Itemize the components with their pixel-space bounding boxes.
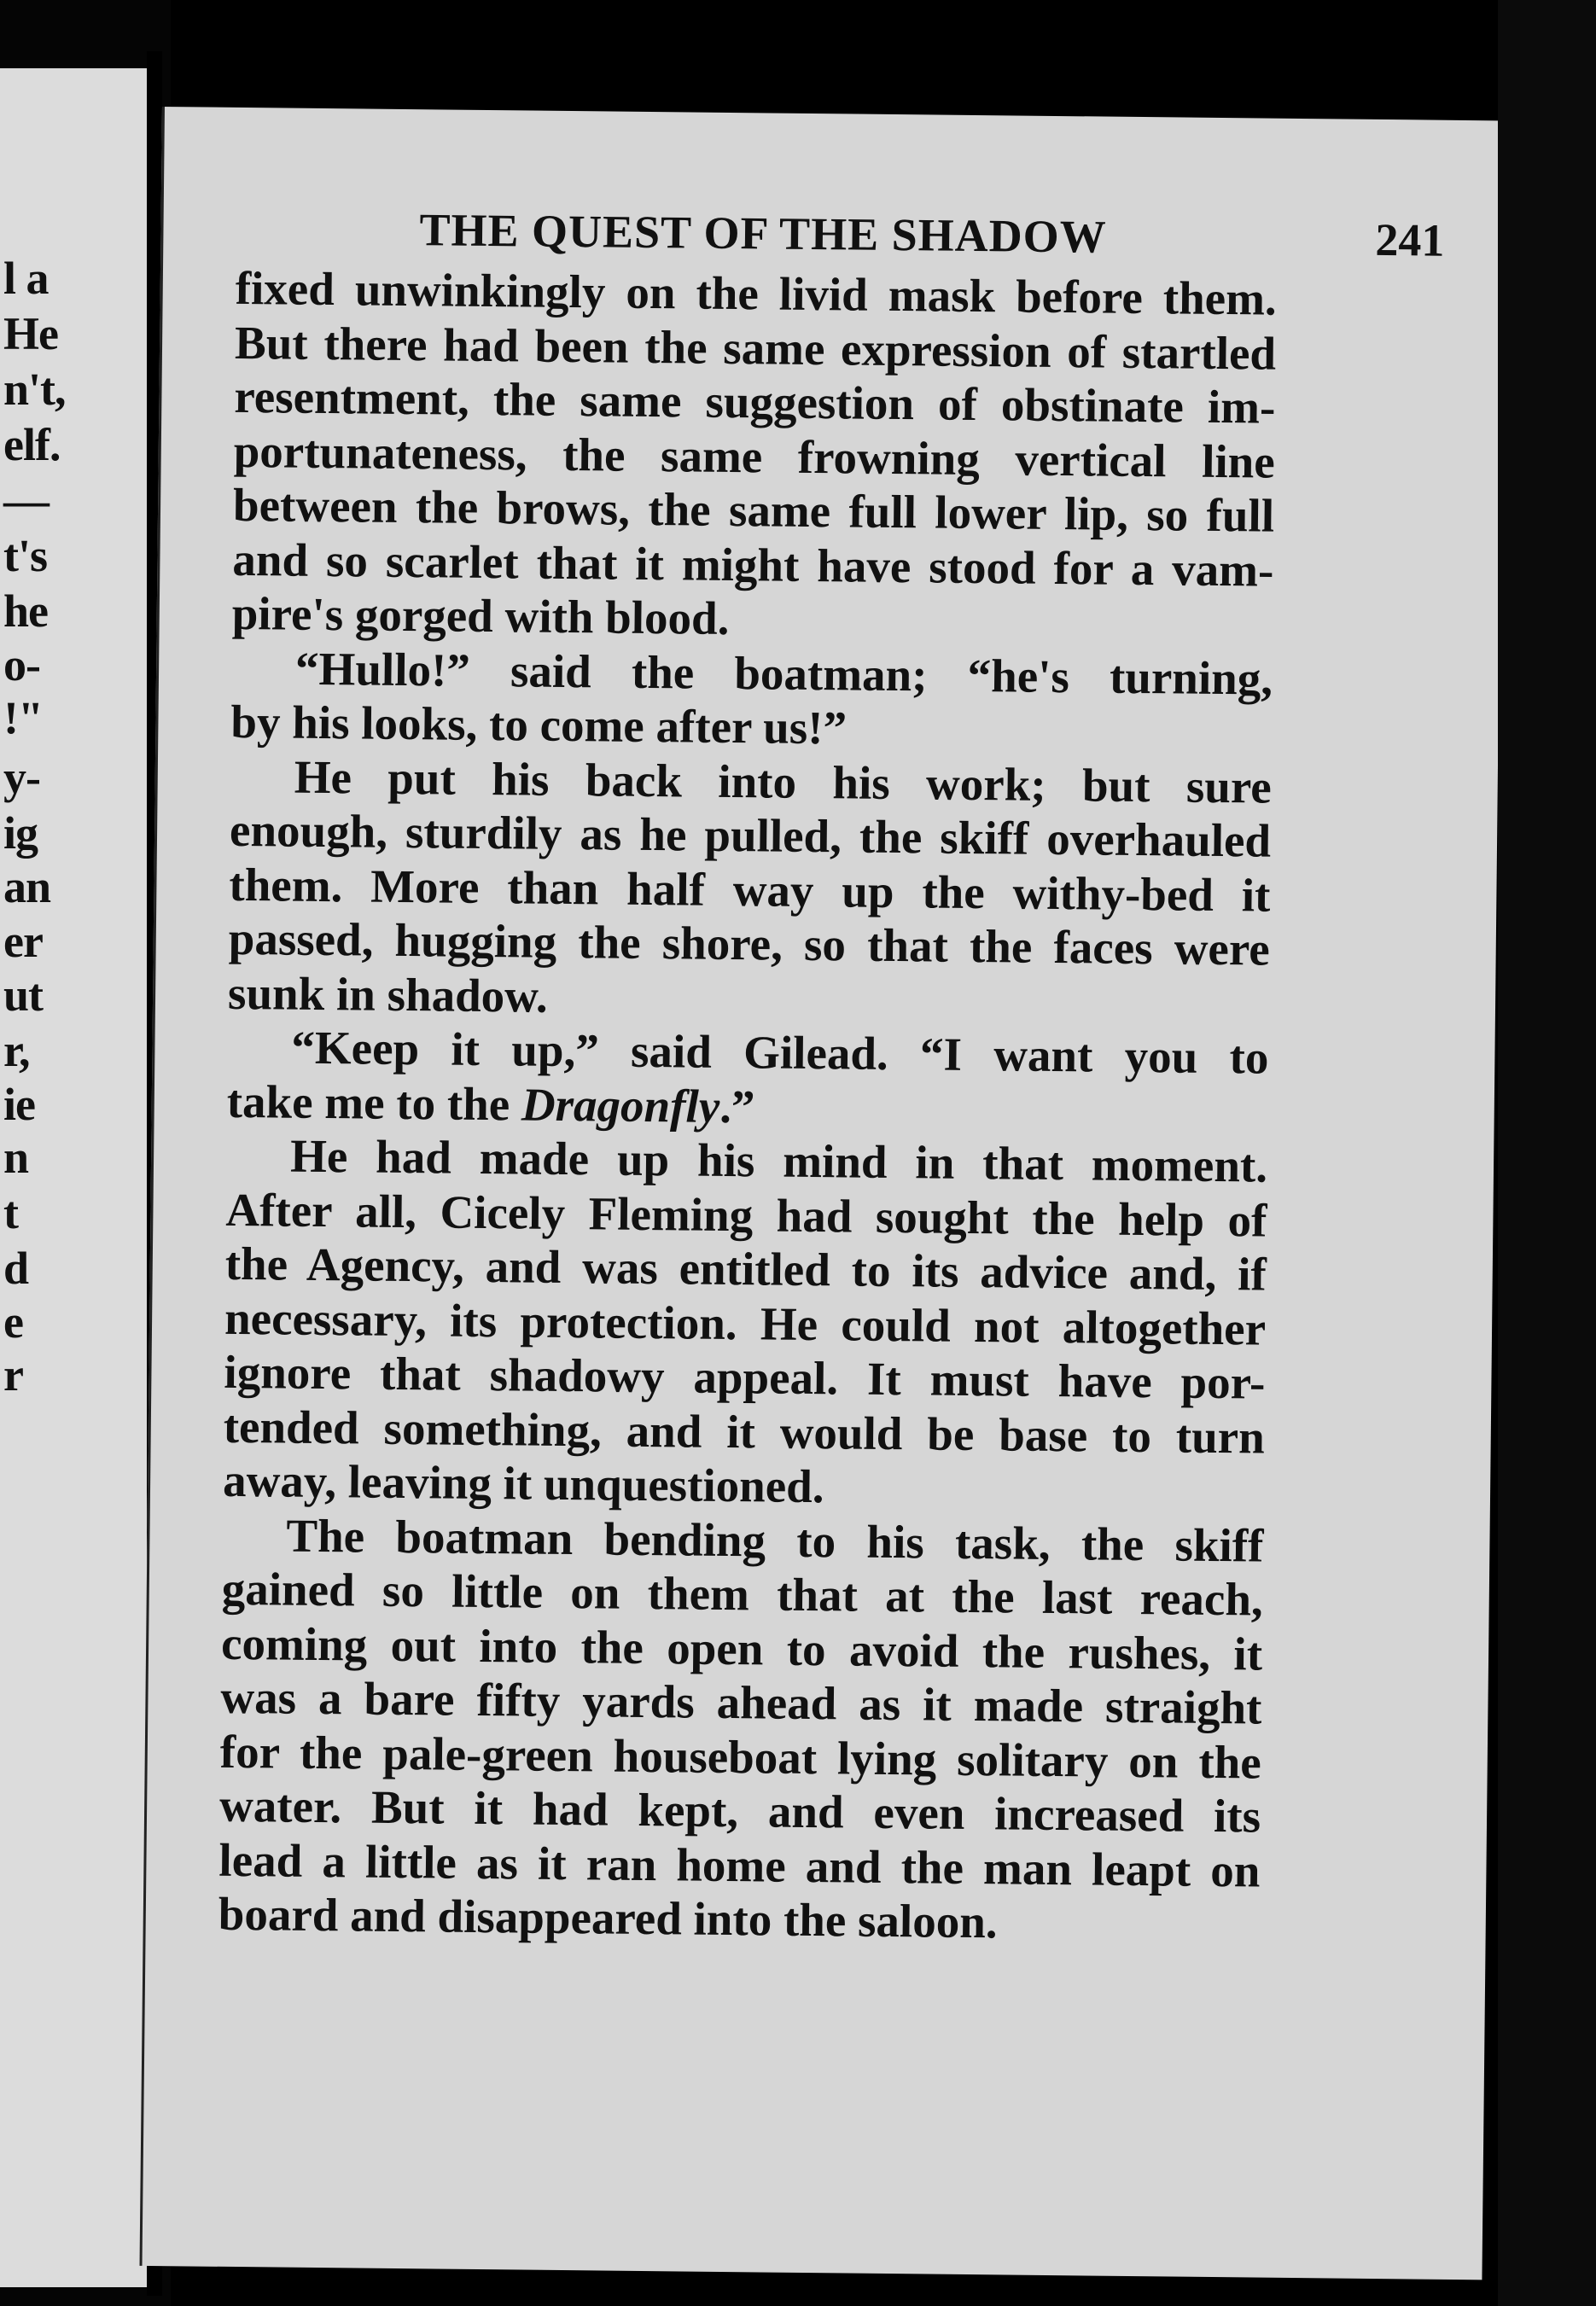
left-fragment: l a (3, 253, 49, 304)
text-line: lead a little as it ran home and the man leapt on (218, 1833, 1261, 1897)
left-fragment: !" (3, 692, 43, 743)
left-fragment: n't, (3, 364, 66, 415)
running-header (419, 203, 1427, 266)
text-line: necessary, its protection. He could not altogether (224, 1291, 1267, 1355)
text-line: After all, Cicely Fleming had sought the help of (225, 1183, 1267, 1247)
text-line: them. More than half way up the withy-bed it (229, 858, 1271, 922)
text-line: passed, hugging the shore, so that the faces were (228, 911, 1271, 975)
left-fragment: an (3, 861, 51, 912)
book-page (140, 107, 1505, 2280)
left-fragment: er (3, 916, 43, 967)
left-fragment: n (3, 1132, 29, 1183)
left-fragment: d (3, 1243, 29, 1294)
text-run: take me to the (226, 1074, 522, 1130)
left-fragment: elf. (3, 419, 61, 470)
text-line: pire's gorged with blood. (231, 586, 730, 644)
text-line: tended something, and it would be base to turn (223, 1400, 1266, 1464)
left-fragment: t's (3, 530, 47, 581)
text-line: gained so little on them that at the last reach, (221, 1562, 1264, 1626)
left-fragment: he (3, 585, 48, 637)
text-line: “Keep it up,” said Gilead. “I want you to (291, 1021, 1269, 1084)
text-line: by his looks, to come after us!” (230, 695, 848, 754)
text-line: portunateness, the same frowning vertical line (233, 424, 1276, 488)
text-line: away, leaving it unquestioned. (222, 1453, 824, 1513)
text-line: between the brows, the same full lower lip, so full (232, 478, 1275, 542)
left-fragment: ut (3, 970, 44, 1021)
text-line: sunk in shadow. (227, 966, 548, 1022)
vessel-name: Dragonfly (521, 1077, 720, 1133)
left-fragment: r, (3, 1025, 30, 1076)
text-line: ignore that shadowy appeal. It must have por- (224, 1345, 1266, 1409)
left-fragment: ie (3, 1079, 35, 1130)
left-fragment: r (3, 1349, 23, 1400)
text-line: board and disappeared into the saloon. (218, 1887, 998, 1948)
left-page-edge (0, 68, 149, 2287)
text-line: was a bare fifty yards ahead as it made straight (220, 1670, 1262, 1734)
left-fragment: t (3, 1187, 18, 1238)
page-header-title: THE QUEST OF THE SHADOW (419, 204, 1107, 263)
left-fragment: ig (3, 807, 38, 859)
text-run: .” (719, 1080, 755, 1133)
text-line: fixed unwinkingly on the livid mask before them. (235, 261, 1278, 325)
text-line: enough, sturdily as he pulled, the skiff overhauled (229, 803, 1272, 867)
text-line: for the pale-green houseboat lying solitary on the (219, 1725, 1262, 1789)
left-fragment: e (3, 1296, 23, 1348)
page-number: 241 (1375, 213, 1445, 266)
text-line: coming out into the open to avoid the rushes, it (220, 1616, 1263, 1680)
page-body (218, 261, 1277, 1952)
text-line: and so scarlet that it might have stood for a vam- (232, 533, 1274, 597)
text-line: the Agency, and was entitled to its advice and, if (224, 1237, 1267, 1301)
text-line: He put his back into his work; but sure (294, 750, 1273, 813)
text-line: But there had been the same expression of startled (234, 316, 1277, 380)
text-line: “Hullo!” said the boatman; “he's turning, (294, 642, 1273, 705)
left-fragment: — (3, 475, 49, 526)
text-line: The boatman bending to his task, the skiff (286, 1509, 1264, 1572)
text-line: water. But it had kept, and even increased its (218, 1779, 1261, 1843)
text-line: resentment, the same suggestion of obstinate im- (234, 370, 1276, 434)
text-line: He had made up his mind in that moment. (289, 1129, 1268, 1192)
background-right (1498, 0, 1596, 2306)
left-fragment: y- (3, 752, 40, 803)
left-fragment: He (3, 308, 58, 359)
left-fragment: o- (3, 639, 40, 690)
